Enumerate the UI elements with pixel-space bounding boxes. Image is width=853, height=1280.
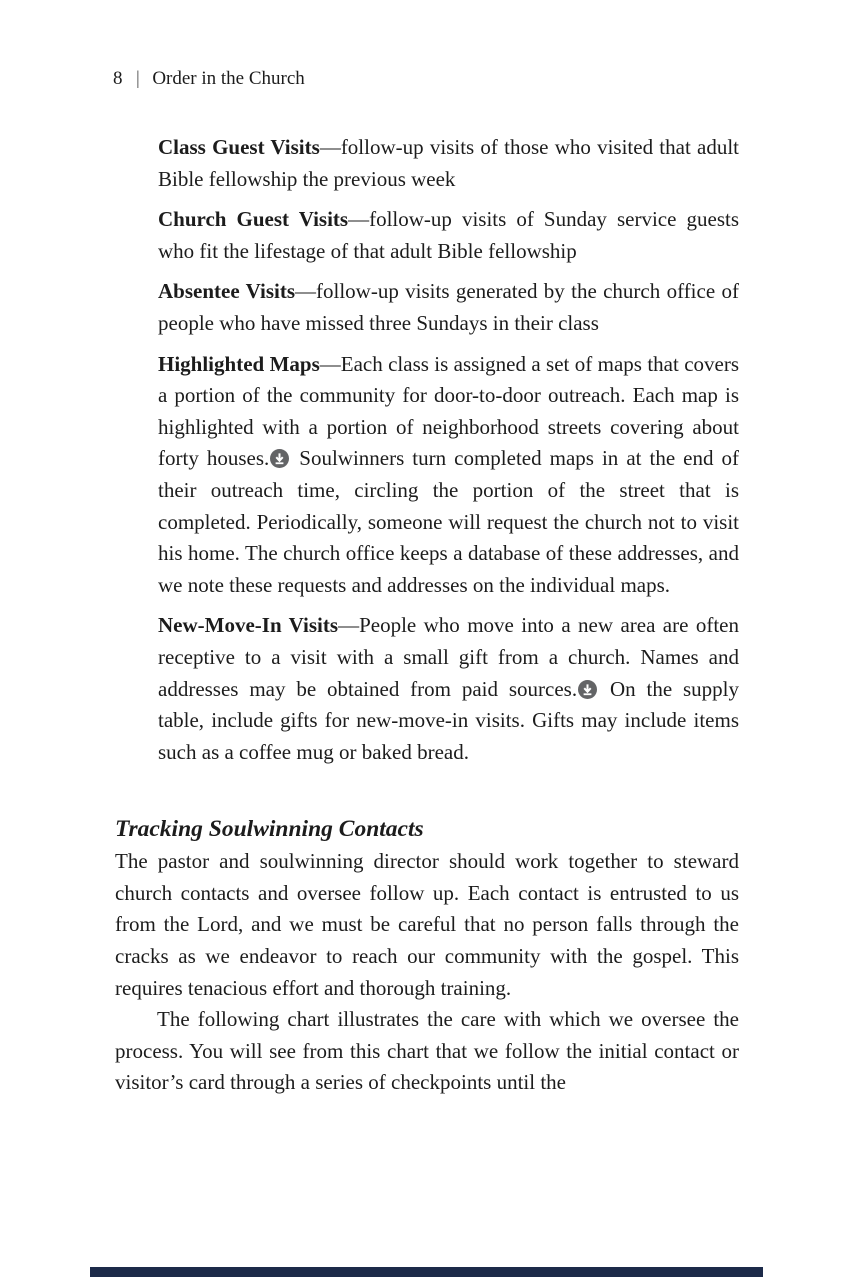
em-dash: — [319, 135, 341, 159]
running-header [113, 68, 305, 90]
em-dash: — [348, 207, 370, 232]
page-number: 8 [113, 68, 123, 89]
reading-progress-bar[interactable] [90, 1267, 763, 1277]
section-heading: Tracking Soulwinning Contacts [115, 816, 424, 843]
em-dash: — [295, 279, 316, 304]
definition-body: follow-up visits generated by the church office of people who have missed three Sundays in their class [158, 279, 739, 335]
em-dash: — [338, 613, 360, 638]
definition-paragraph [115, 610, 739, 768]
definition-term: Highlighted Maps [158, 351, 320, 376]
body-paragraph: The following chart illustrates the care with which we oversee the process. You will see from this chart that we follow the initial contact or visitor’s card through a series of checkpoints until the [115, 1007, 739, 1095]
em-dash: — [319, 351, 341, 376]
definition-body: On the supply table, include gifts for new-move-in visits. Gifts may include items such as a coffee mug or baked bread. [158, 676, 740, 764]
definition-body: follow-up visits of Sunday service guests who fit the lifestage of that adult Bible fellowship [158, 207, 739, 263]
definition-term: Absentee Visits [158, 279, 295, 304]
definition-paragraph [115, 276, 739, 339]
definition-body: Each class is assigned a set of maps that covers a portion of the community for door-to-door outreach. Each map is highlighted with a portion of neighborhood streets covering about forty houses. [158, 351, 739, 471]
page-content [115, 132, 739, 1099]
download-icon[interactable] [270, 446, 289, 465]
definition-body: People who move into a new area are often receptive to a visit with a small gift from a church. Names and addresses may be obtained from paid sources. [158, 613, 739, 701]
definition-paragraph [115, 132, 739, 195]
download-icon[interactable] [578, 677, 597, 696]
body-paragraph: The pastor and soulwinning director should work together to steward church contacts and oversee follow up. Each contact is entrusted to us from the Lord, and we must be careful that no person falls through the cracks as we endeavor to reach our community with the gospel. This requires tenacious effort and thorough training. [115, 849, 739, 1000]
definition-term: Class Guest Visits [158, 135, 320, 159]
definition-body: Soulwinners turn completed maps in at the end of their outreach time, circling the portion of the street that is completed. Periodically, someone will request the church not to visit his home. The church office keeps a database of these addresses, and we note these requests and addresses on the individual maps. [158, 446, 739, 597]
definition-paragraph [115, 349, 739, 602]
definition-term: New-Move-In Visits [158, 613, 339, 638]
header-title: Order in the Church [152, 68, 305, 89]
definition-term: Church Guest Visits [158, 207, 349, 232]
header-separator: | [135, 68, 139, 89]
definition-body: follow-up visits of those who visited that adult Bible fellowship the previous week [158, 135, 739, 191]
definition-paragraph [115, 204, 739, 267]
